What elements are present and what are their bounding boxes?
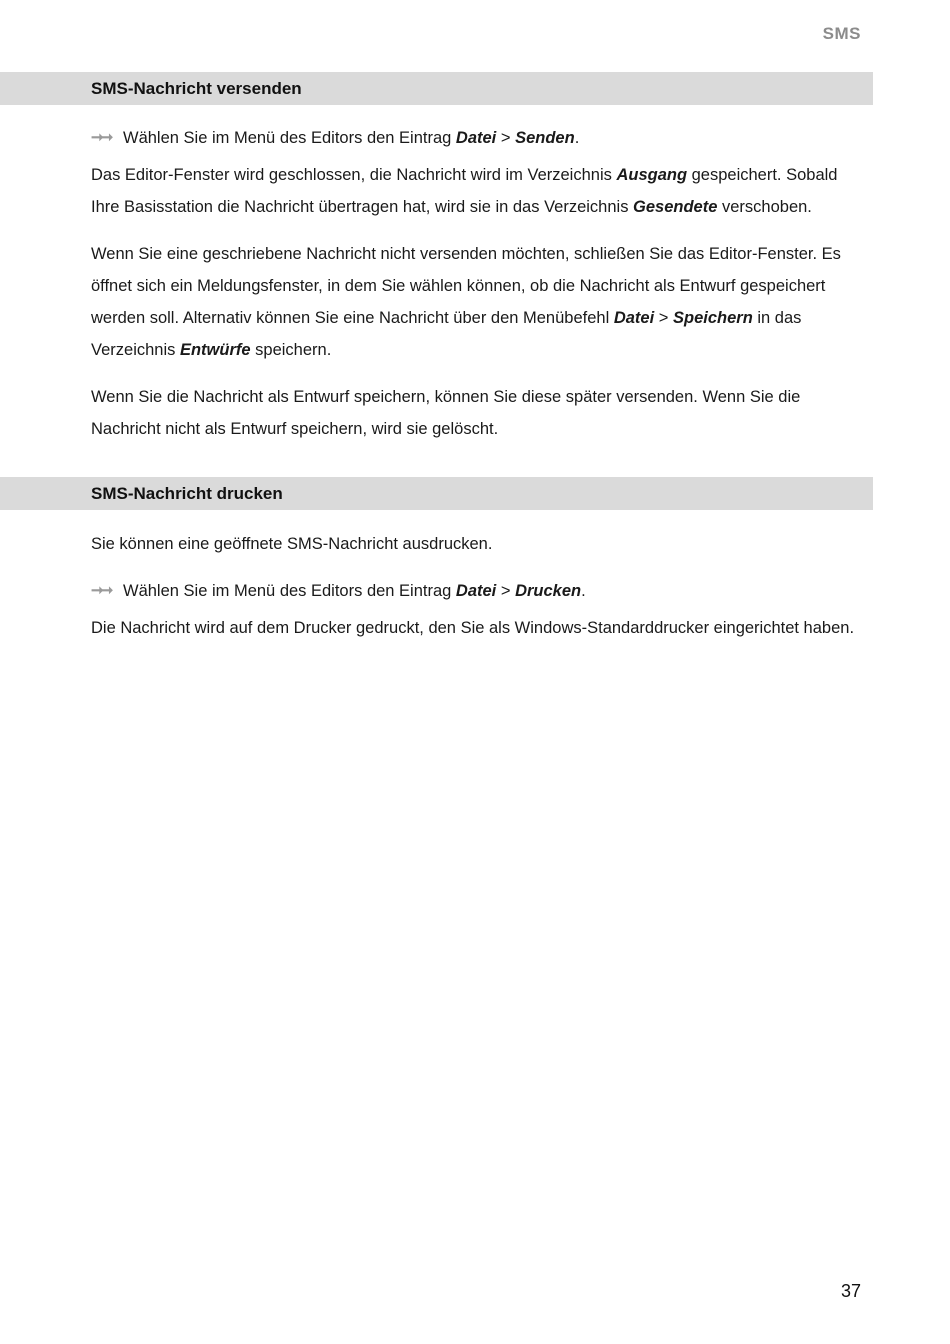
section-print-content xyxy=(91,528,861,644)
menu-name: Datei xyxy=(455,129,497,147)
folder-name: Ausgang xyxy=(616,166,688,184)
section-heading-print: SMS-Nachricht drucken xyxy=(91,483,283,503)
paragraph: Wenn Sie die Nachricht als Entwurf speichern, können Sie diese später versenden. Wenn Sie die Nachricht nicht als Entwurf speichern, wird sie gelöscht. xyxy=(91,388,801,438)
arrow-right-icon: ➞➞ xyxy=(91,129,111,146)
arrow-right-icon: ➞➞ xyxy=(91,582,111,599)
menu-name: Datei xyxy=(613,309,655,327)
step-text: Wählen Sie im Menü des Editors den Eintrag Datei > Drucken. xyxy=(123,582,586,600)
menu-name: Datei xyxy=(455,582,497,600)
section-heading-bar xyxy=(0,477,873,510)
paragraph: Das Editor-Fenster wird geschlossen, die Nachricht wird im Verzeichnis Ausgang gespeichert. Sobald Ihre Basisstation die Nachricht übertragen hat, wird sie in das Verzeichnis Gesendete verschoben. xyxy=(91,166,838,216)
menu-item-name: Speichern xyxy=(673,309,753,327)
step-text: Wählen Sie im Menü des Editors den Eintrag Datei > Senden. xyxy=(123,129,580,147)
instruction-step xyxy=(91,575,861,607)
menu-item-name: Senden xyxy=(515,129,575,147)
paragraph: Wenn Sie eine geschriebene Nachricht nicht versenden möchten, schließen Sie das Editor-Fenster. Es öffnet sich ein Meldungsfenster, in dem Sie wählen können, ob die Nachricht als Entwurf gespeichert werden soll. Alternativ können Sie eine Nachricht über den Menübefehl Datei > Speichern in das Verzeichnis Entwürfe speichern. xyxy=(91,245,841,359)
instruction-step xyxy=(91,122,861,154)
paragraph: Die Nachricht wird auf dem Drucker gedruckt, den Sie als Windows-Standarddrucker eingerichtet haben. xyxy=(91,619,855,637)
section-heading-bar xyxy=(0,72,873,105)
folder-name: Entwürfe xyxy=(179,341,251,359)
section-heading-send: SMS-Nachricht versenden xyxy=(91,78,302,98)
page-number: 37 xyxy=(840,1281,861,1301)
menu-item-name: Drucken xyxy=(515,582,582,600)
section-send-content xyxy=(91,122,861,445)
paragraph: Sie können eine geöffnete SMS-Nachricht ausdrucken. xyxy=(91,535,493,553)
folder-name: Gesendete xyxy=(633,198,718,216)
running-header: SMS xyxy=(822,24,861,43)
